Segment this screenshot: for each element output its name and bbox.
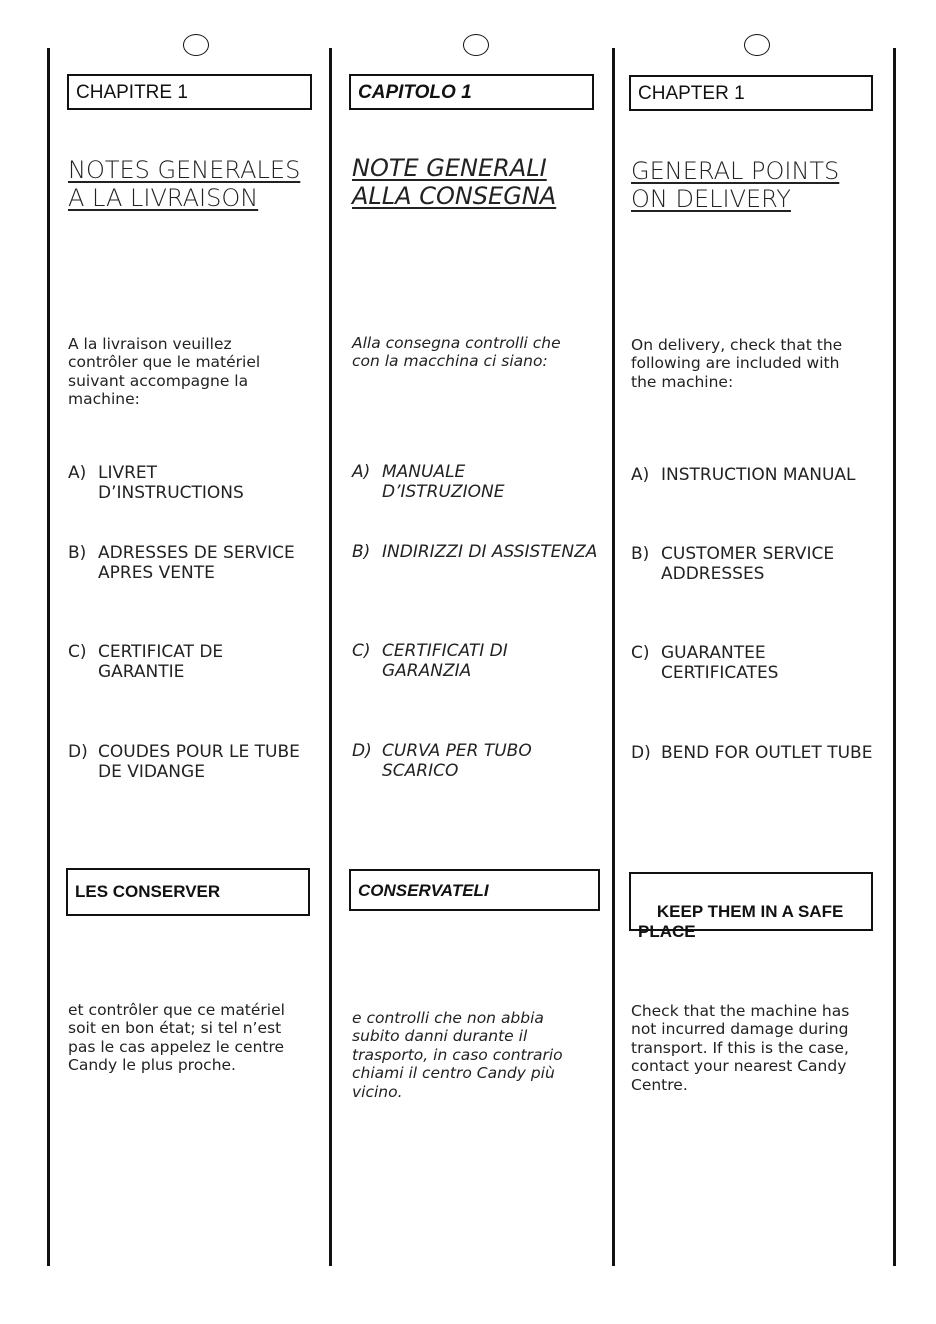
title-line-2: ON DELIVERY (631, 185, 791, 213)
item-letter: B) (631, 544, 650, 564)
intro-text (631, 336, 842, 391)
check-line: trasporto, in caso contrario (352, 1045, 563, 1064)
intro-line: suivant accompagne la (68, 371, 249, 390)
section-title (631, 157, 839, 213)
check-line: soit en bon état; si tel n’est (68, 1019, 282, 1038)
item-text: CUSTOMER SERVICE ADDRESSES (661, 544, 835, 584)
check-line: not incurred damage during (631, 1020, 849, 1039)
item-letter: C) (68, 642, 87, 662)
check-line: e controlli che non abbia (352, 1009, 544, 1027)
check-line: Candy le plus proche. (68, 1056, 236, 1075)
check-text (631, 1002, 849, 1094)
item-text: CURVA PER TUBO SCARICO (382, 741, 532, 781)
item-text: INDIRIZZI DI ASSISTENZA (382, 542, 598, 562)
check-line: subito danni durante il (352, 1027, 528, 1046)
item-text: MANUALE D’ISTRUZIONE (382, 462, 505, 502)
title-line-1: GENERAL POINTS (631, 157, 840, 185)
check-line: contact your nearest Candy (631, 1057, 847, 1076)
intro-line: On delivery, check that the (631, 336, 843, 354)
item-letter: D) (68, 742, 88, 762)
check-line: transport. If this is the case, (631, 1038, 849, 1057)
check-line: chiami il centro Candy più (352, 1064, 555, 1083)
intro-line: machine: (68, 390, 140, 409)
item-letter: C) (352, 641, 371, 661)
item-text: CERTIFICATI DI GARANZIA (382, 641, 508, 681)
check-line: Check that the machine has (631, 1002, 850, 1020)
keep-label: LES CONSERVER (75, 882, 221, 901)
check-line: pas le cas appelez le centre (68, 1037, 285, 1056)
item-text: LIVRET D’INSTRUCTIONS (98, 463, 244, 503)
item-letter: A) (68, 463, 87, 483)
chapter-label: CAPITOLO 1 (358, 82, 472, 103)
item-letter: D) (352, 741, 372, 761)
check-line: et contrôler que ce matériel (68, 1001, 285, 1019)
item-text: BEND FOR OUTLET TUBE (661, 743, 873, 763)
intro-line: con la macchina ci siano: (352, 352, 548, 371)
check-line: Centre. (631, 1075, 688, 1094)
item-letter: B) (68, 543, 87, 563)
item-text: COUDES POUR LE TUBE DE VIDANGE (98, 742, 300, 782)
item-text: ADRESSES DE SERVICE APRES VENTE (98, 543, 295, 583)
title-line-1: NOTE GENERALI (352, 154, 547, 182)
item-letter: A) (631, 465, 650, 485)
item-letter: C) (631, 643, 650, 663)
keep-label: KEEP THEM IN A SAFE PLACE (638, 902, 844, 941)
intro-line: Alla consegna controlli che (352, 334, 561, 352)
item-letter: B) (352, 542, 371, 562)
intro-line: the machine: (631, 372, 734, 391)
keep-label: CONSERVATELI (358, 881, 489, 900)
intro-line: contrôler que le matériel (68, 353, 261, 372)
chapter-label: CHAPTER 1 (638, 83, 745, 104)
title-line-2: ALLA CONSEGNA (352, 182, 557, 210)
chapter-label: CHAPITRE 1 (76, 82, 188, 103)
intro-line: following are included with (631, 354, 840, 373)
item-letter: A) (352, 462, 371, 482)
intro-line: A la livraison veuillez (68, 335, 232, 353)
keep-box (629, 872, 873, 941)
item-text: GUARANTEE CERTIFICATES (661, 643, 779, 683)
check-line: vicino. (352, 1082, 403, 1101)
chapter-box (629, 75, 873, 111)
item-text: INSTRUCTION MANUAL (661, 465, 856, 485)
title-line-1: NOTES GENERALES (68, 156, 301, 184)
title-line-2: A LA LIVRAISON (68, 184, 259, 212)
item-letter: D) (631, 743, 651, 763)
item-text: CERTIFICAT DE GARANTIE (98, 642, 224, 682)
